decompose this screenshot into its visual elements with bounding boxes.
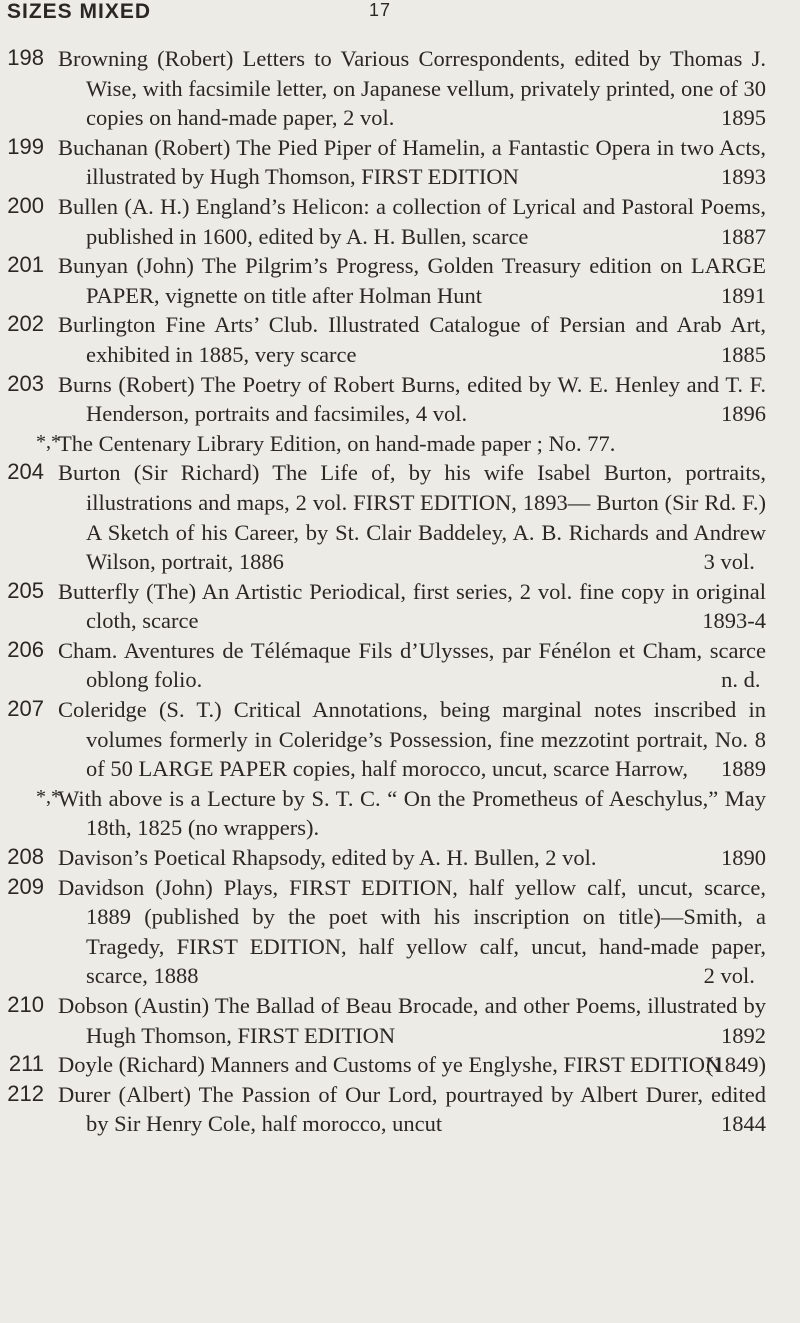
- lot-number: 211: [8, 1051, 44, 1077]
- entry-lead: Bullen (A. H.) England’s Helicon: a collection of Lyrical: [58, 193, 577, 219]
- lot-number: 199: [7, 133, 44, 159]
- catalogue-entry: [0, 370, 800, 429]
- catalogue-entry: [0, 44, 800, 133]
- entry-date: 1887: [721, 223, 766, 249]
- entry-text: [58, 133, 766, 192]
- catalogue-entry: [0, 991, 800, 1050]
- entry-text: [58, 370, 766, 429]
- entry-description: edition on LARGE PAPER, vignette on title after Holman Hunt: [86, 253, 767, 308]
- entry-date: 1893: [721, 164, 766, 190]
- entry-description: and Pastoral Poems, published in 1600, edited by A. H. Bullen, scarce: [86, 193, 767, 249]
- entry-date: 1893-4: [702, 608, 766, 634]
- entry-description: Persian and Arab Art, exhibited in 1885, very scarce: [86, 312, 767, 367]
- entry-text: [58, 636, 766, 695]
- entry-description: edited by Thomas J. Wise, with facsimile letter, on Japanese vellum, privately printed, one of 30 copies on hand-made paper, 2 vol.: [86, 46, 766, 131]
- lot-number: 202: [7, 311, 44, 337]
- section-title: SIZES MIXED: [7, 0, 152, 23]
- entry-lead: Burns (Robert) The Poetry of Robert Burns, edited by: [58, 371, 552, 397]
- entry-date: 1891: [721, 282, 766, 308]
- entry-text: [58, 1050, 766, 1080]
- catalogue-entry: [0, 192, 800, 251]
- lot-number: 204: [7, 459, 44, 485]
- catalogue-entry: [0, 1080, 800, 1139]
- entry-text: [58, 784, 766, 843]
- entry-description: FIRST EDITION: [563, 1052, 722, 1078]
- entry-text: [58, 310, 766, 369]
- entry-date: 1889: [721, 756, 766, 782]
- entry-date: 1896: [721, 401, 766, 427]
- entry-description: Poems, illustrated by Hugh Thomson, FIRST EDITION: [86, 993, 766, 1048]
- catalogue-entry: [0, 133, 800, 192]
- entry-lead: Durer (Albert) The Passion of Our Lord, pourtrayed by: [58, 1081, 574, 1107]
- catalogue-entry: [0, 310, 800, 369]
- entry-lead: With above is a Lecture by S. T. C. “ On the Prometheus: [58, 785, 579, 811]
- entry-description: W. E. Henley and T. F. Henderson, portraits and facsimiles, 4 vol.: [86, 371, 766, 427]
- entry-description: et Cham, scarce oblong folio.: [86, 637, 766, 693]
- catalogue-entry: [0, 636, 800, 695]
- catalogue-entry: [0, 251, 800, 310]
- catalogue-entry: [0, 429, 800, 459]
- entry-date: 2 vol.: [703, 963, 755, 989]
- entry-date: 1895: [721, 105, 766, 131]
- entry-description: Opera in two Acts, illustrated by Hugh Thomson, FIRST EDITION: [86, 134, 767, 190]
- entry-text: [58, 44, 766, 133]
- entry-lead: Cham. Aventures de Télémaque Fils d’Ulysses, par Fénélon: [58, 637, 612, 663]
- lot-number: 203: [7, 370, 44, 396]
- lot-number: 200: [7, 192, 44, 218]
- entry-text: [58, 429, 766, 459]
- catalogue-list: [0, 44, 800, 1139]
- catalogue-entry: [0, 577, 800, 636]
- entry-date: 1890: [721, 845, 766, 871]
- lot-number: 209: [7, 873, 44, 899]
- entry-lead: Browning (Robert) Letters to Various Correspondents,: [58, 46, 566, 71]
- asterism-mark: *,*: [36, 430, 61, 453]
- entry-text: [58, 991, 766, 1050]
- lot-number: 207: [7, 696, 44, 722]
- asterism-mark: *,*: [36, 785, 61, 808]
- catalogue-entry: [0, 873, 800, 991]
- entry-text: [58, 695, 766, 784]
- entry-lead: Burton (Sir Richard) The Life of, by his wife Isabel Burton,: [58, 460, 673, 486]
- entry-lead: Buchanan (Robert) The Pied Piper of Hamelin, a Fantastic: [58, 134, 590, 160]
- entry-description: portraits, illustrations and maps, 2 vol. FIRST EDITION, 1893— Burton (Sir Rd. F.) A Sketch of his Career, by St. Clair Baddeley, A. B. Richards and Andrew Wilson, portrait, 1886: [86, 460, 766, 575]
- lot-number: 201: [7, 252, 44, 278]
- entry-date: 1844: [721, 1111, 766, 1137]
- entry-description: 2 vol.: [545, 845, 597, 871]
- entry-lead: Doyle (Richard) Manners and Customs of ye Englyshe,: [58, 1052, 558, 1078]
- entry-description: fine copy in original cloth, scarce: [86, 578, 767, 634]
- page-number: 17: [369, 0, 392, 20]
- entry-lead: Davidson (John) Plays, FIRST EDITION, half yellow calf,: [58, 874, 627, 900]
- entry-date: (1849): [706, 1052, 766, 1078]
- entry-text: [58, 843, 766, 873]
- entry-date: n. d.: [721, 667, 761, 693]
- entry-lead: Coleridge (S. T.) Critical Annotations, being marginal: [58, 697, 582, 723]
- entry-lead: Butterfly (The) An Artistic Periodical, first series, 2 vol.: [58, 578, 573, 604]
- entry-description: notes inscribed in volumes formerly in Coleridge’s Possession, fine mezzotint portrait, No. 8 of 50 LARGE PAPER copies, half morocco, uncut, scarce Harrow,: [86, 697, 766, 782]
- page-header: [7, 0, 392, 24]
- entry-date: 1892: [721, 1022, 766, 1048]
- lot-number: 212: [7, 1080, 44, 1106]
- entry-lead: Dobson (Austin) The Ballad of Beau Brocade, and other: [58, 993, 570, 1018]
- entry-lead: Davison’s Poetical Rhapsody, edited by A. H. Bullen,: [58, 845, 540, 871]
- lot-number: 208: [7, 844, 44, 870]
- entry-date: 3 vol.: [703, 549, 755, 575]
- entry-description: Albert Durer, edited by Sir Henry Cole, half morocco, uncut: [86, 1081, 766, 1137]
- lot-number: 205: [7, 577, 44, 603]
- entry-lead: Bunyan (John) The Pilgrim’s Progress, Golden Treasury: [58, 253, 581, 279]
- entry-description: No. 77.: [548, 430, 616, 456]
- entry-lead: The Centenary Library Edition, on hand-made paper ;: [58, 430, 543, 456]
- catalogue-entry: [0, 1050, 800, 1080]
- entry-text: [58, 192, 766, 251]
- entry-date: 1885: [721, 341, 766, 367]
- entry-text: [58, 873, 766, 991]
- catalogue-entry: [0, 784, 800, 843]
- catalogue-entry: [0, 695, 800, 784]
- entry-lead: Burlington Fine Arts’ Club. Illustrated Catalogue of: [58, 312, 550, 338]
- lot-number: 198: [7, 45, 44, 70]
- catalogue-entry: [0, 843, 800, 873]
- entry-text: [58, 577, 766, 636]
- entry-text: [58, 251, 766, 310]
- catalogue-entry: [0, 458, 800, 576]
- entry-description: uncut, scarce, 1889 (published by the poet with his inscription on title)—Smith, a Tragedy, FIRST EDITION, half yellow calf, uncut, hand-made paper, scarce, 1888: [86, 874, 767, 989]
- lot-number: 206: [7, 636, 44, 662]
- entry-description: of Aeschylus,” May 18th, 1825 (no wrappers).: [86, 785, 767, 841]
- entry-text: [58, 1080, 766, 1139]
- entry-text: [58, 458, 766, 576]
- lot-number: 210: [7, 992, 44, 1017]
